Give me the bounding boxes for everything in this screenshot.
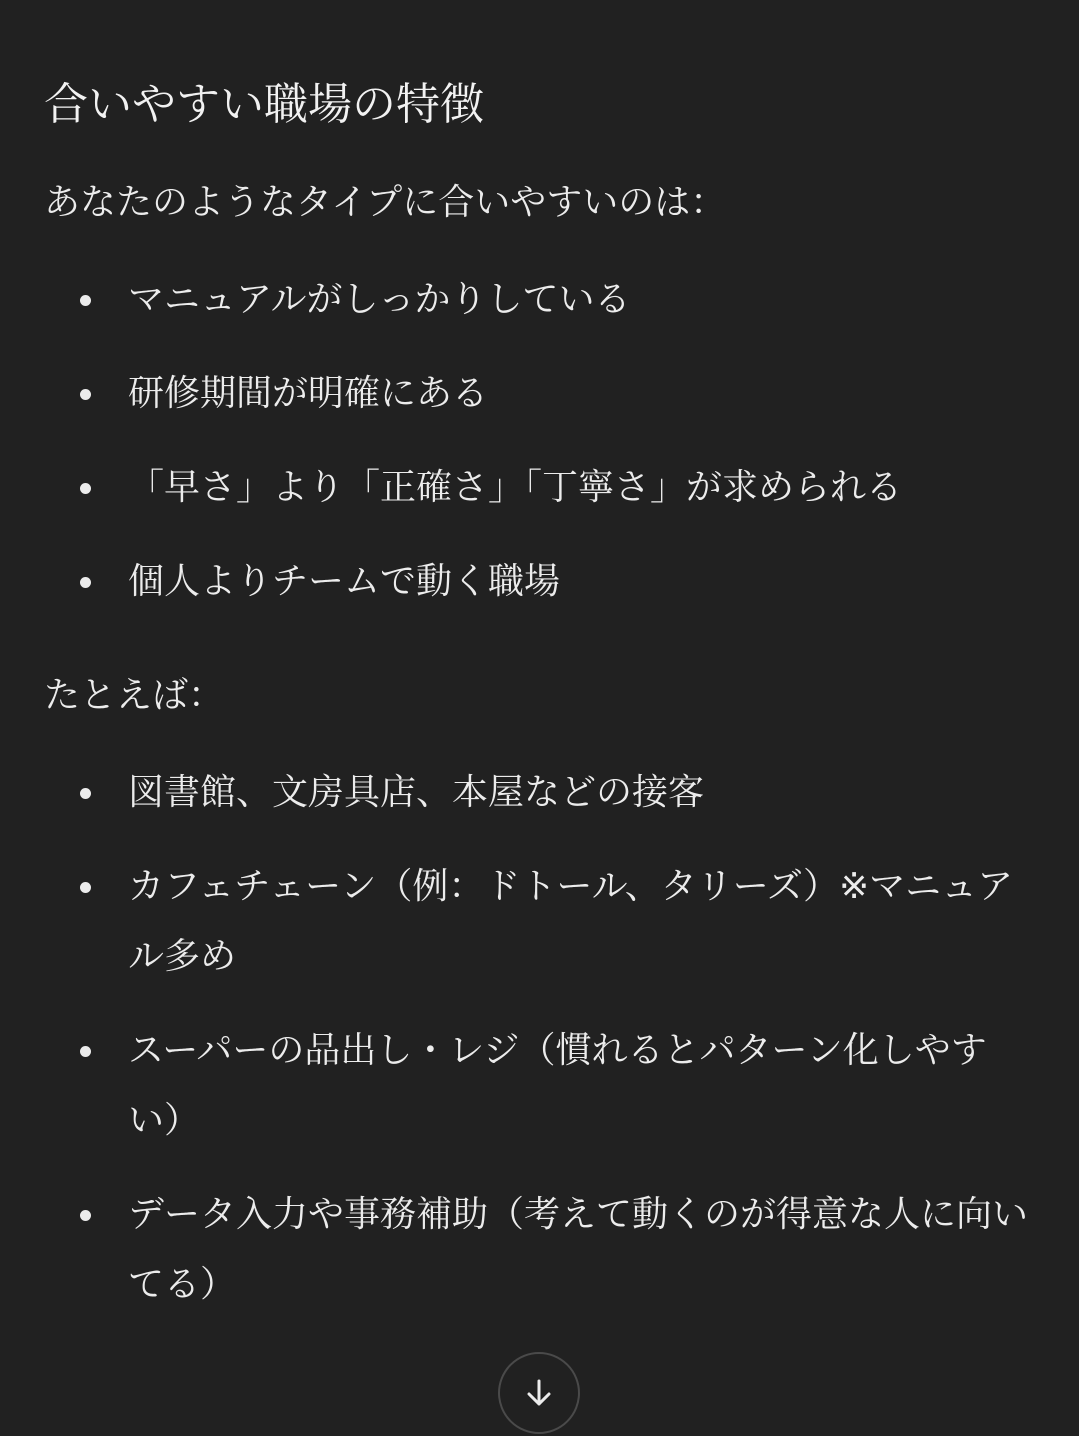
examples-list	[44, 758, 1034, 1344]
list-item-text: カフェチェーン（例：ドトール、タリーズ）※マニュアル多め	[128, 866, 1014, 977]
bullet-dot	[80, 295, 91, 306]
bullet-dot	[80, 577, 91, 588]
arrow-down-icon	[522, 1376, 556, 1410]
bullet-dot	[80, 882, 91, 893]
list-item	[44, 265, 1034, 335]
list-item-text: スーパーの品出し・レジ（慣れるとパターン化しやすい）	[128, 1030, 987, 1141]
list-item-text: 研修期間が明確にある	[128, 373, 489, 414]
bullet-dot	[80, 1046, 91, 1057]
list-item-text: 図書館、文房具店、本屋などの接客	[128, 772, 705, 813]
list-item	[44, 1180, 1034, 1320]
list-item	[44, 1016, 1034, 1156]
traits-list	[44, 265, 1034, 641]
list-item	[44, 359, 1034, 429]
bullet-dot	[80, 389, 91, 400]
list-item-text: 「早さ」より「正確さ」「丁寧さ」が求められる	[128, 467, 903, 508]
list-item	[44, 547, 1034, 617]
bullet-dot	[80, 788, 91, 799]
list-item-text: 個人よりチームで動く職場	[128, 561, 561, 602]
list-item	[44, 758, 1034, 828]
bullet-dot	[80, 483, 91, 494]
list-item	[44, 852, 1034, 992]
list-item	[44, 453, 1034, 523]
examples-label: たとえば：	[44, 675, 225, 716]
intro-text: あなたのようなタイプに合いやすいのは：	[44, 182, 727, 223]
section-heading: 合いやすい職場の特徴	[44, 79, 484, 130]
bullet-dot	[80, 1210, 91, 1221]
list-item-text: マニュアルがしっかりしている	[128, 279, 631, 320]
scroll-to-bottom-button[interactable]	[498, 1352, 580, 1434]
list-item-text: データ入力や事務補助（考えて動くのが得意な人に向いてる）	[128, 1194, 1029, 1305]
